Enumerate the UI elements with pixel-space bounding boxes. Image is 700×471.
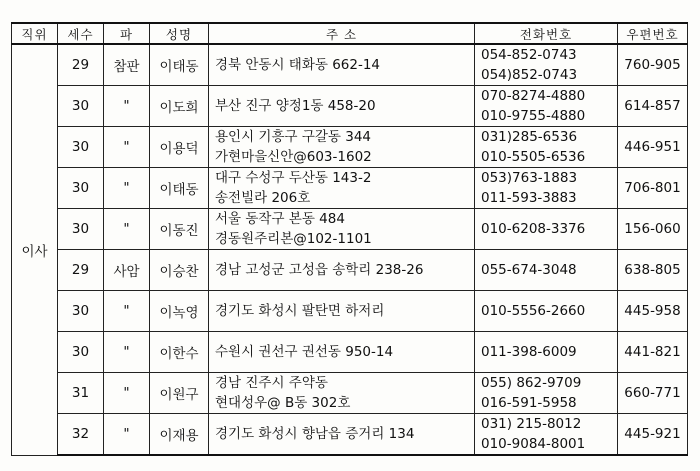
table-row (12, 127, 688, 168)
address-cell (209, 86, 475, 127)
table-row (12, 291, 688, 332)
table-row (12, 44, 688, 86)
name-cell: 이한수 (150, 332, 209, 373)
phone-cell (475, 250, 618, 291)
name-cell: 이녹영 (150, 291, 209, 332)
generation-cell: 29 (58, 44, 104, 86)
phone-number: 031) 215-8012 (481, 416, 582, 432)
phone-number: 010-9084-8001 (481, 436, 586, 452)
phone-number: 011-593-3883 (481, 190, 577, 206)
branch-cell: " (104, 168, 150, 209)
generation-cell: 30 (58, 332, 104, 373)
branch-cell: " (104, 127, 150, 168)
table-row (12, 332, 688, 373)
postal-cell: 760-905 (618, 44, 688, 86)
address-cell (209, 168, 475, 209)
address-line: 수원시 권선구 권선동 950-14 (215, 344, 394, 360)
phone-cell (475, 209, 618, 250)
phone-number: 010-9755-4880 (481, 108, 586, 124)
member-table (11, 22, 688, 456)
address-cell (209, 414, 475, 456)
phone-cell (475, 127, 618, 168)
address-cell (209, 332, 475, 373)
address-line: 서울 동작구 본동 484 (215, 211, 345, 227)
branch-cell: 참판 (104, 44, 150, 86)
phone-cell (475, 414, 618, 456)
name-cell: 이재용 (150, 414, 209, 456)
table-row (12, 250, 688, 291)
generation-cell: 29 (58, 250, 104, 291)
phone-cell (475, 373, 618, 414)
header-branch: 파 (104, 23, 150, 44)
table-row (12, 373, 688, 414)
postal-cell: 156-060 (618, 209, 688, 250)
postal-cell: 614-857 (618, 86, 688, 127)
address-line: 송전빌라 206호 (215, 190, 311, 206)
phone-number: 031)285-6536 (481, 129, 578, 145)
phone-number: 010-6208-3376 (481, 221, 586, 237)
branch-cell: 사암 (104, 250, 150, 291)
address-line: 대구 수성구 두산동 143-2 (215, 170, 372, 186)
phone-number: 054)852-0743 (481, 67, 578, 83)
branch-cell: " (104, 373, 150, 414)
branch-cell: " (104, 414, 150, 456)
phone-number: 054-852-0743 (481, 47, 577, 63)
phone-cell (475, 291, 618, 332)
phone-cell (475, 44, 618, 86)
header-generation: 세수 (58, 23, 104, 44)
table-row (12, 414, 688, 456)
table-row (12, 168, 688, 209)
generation-cell: 30 (58, 127, 104, 168)
generation-cell: 30 (58, 291, 104, 332)
address-line: 부산 진구 양정1동 458-20 (215, 98, 376, 114)
name-cell: 이동진 (150, 209, 209, 250)
address-cell (209, 44, 475, 86)
phone-cell (475, 168, 618, 209)
header-row (12, 23, 688, 44)
header-postal: 우편번호 (618, 23, 688, 44)
address-line: 경동원주리본@102-1101 (215, 231, 372, 247)
address-cell (209, 209, 475, 250)
address-line: 현대성우@ B동 302호 (215, 395, 351, 411)
address-line: 경남 진주시 주약동 (215, 375, 328, 391)
name-cell: 이승찬 (150, 250, 209, 291)
postal-cell: 660-771 (618, 373, 688, 414)
phone-number: 053)763-1883 (481, 170, 578, 186)
address-cell (209, 250, 475, 291)
generation-cell: 32 (58, 414, 104, 456)
phone-number: 055) 862-9709 (481, 375, 582, 391)
header-phone: 전화번호 (475, 23, 618, 44)
phone-cell (475, 332, 618, 373)
phone-number: 070-8274-4880 (481, 88, 586, 104)
phone-cell (475, 86, 618, 127)
address-line: 가현마을신안@603-1602 (215, 149, 372, 165)
address-line: 경기도 화성시 팔탄면 하저리 (215, 303, 385, 319)
generation-cell: 30 (58, 209, 104, 250)
branch-cell: " (104, 332, 150, 373)
branch-cell: " (104, 291, 150, 332)
postal-cell: 445-958 (618, 291, 688, 332)
address-cell (209, 291, 475, 332)
generation-cell: 30 (58, 86, 104, 127)
address-line: 경기도 화성시 향남읍 증거리 134 (215, 426, 415, 442)
address-cell (209, 127, 475, 168)
postal-cell: 706-801 (618, 168, 688, 209)
address-cell (209, 373, 475, 414)
name-cell: 이태동 (150, 44, 209, 86)
header-address: 주 소 (209, 23, 475, 44)
header-position: 직위 (12, 23, 58, 44)
name-cell: 이용덕 (150, 127, 209, 168)
position-cell: 이사 (12, 44, 58, 455)
branch-cell: " (104, 209, 150, 250)
generation-cell: 30 (58, 168, 104, 209)
address-line: 경남 고성군 고성읍 송학리 238-26 (215, 262, 424, 278)
postal-cell: 446-951 (618, 127, 688, 168)
phone-number: 011-398-6009 (481, 344, 577, 360)
address-line: 경북 안동시 태화동 662-14 (215, 57, 381, 73)
postal-cell: 638-805 (618, 250, 688, 291)
branch-cell: " (104, 86, 150, 127)
table-row (12, 86, 688, 127)
postal-cell: 441-821 (618, 332, 688, 373)
name-cell: 이도희 (150, 86, 209, 127)
generation-cell: 31 (58, 373, 104, 414)
phone-number: 055-674-3048 (481, 262, 577, 278)
address-line: 용인시 기흥구 구갈동 344 (215, 129, 372, 145)
phone-number: 016-591-5958 (481, 395, 577, 411)
name-cell: 이태동 (150, 168, 209, 209)
header-name: 성명 (150, 23, 209, 44)
name-cell: 이원구 (150, 373, 209, 414)
phone-number: 010-5556-2660 (481, 303, 586, 319)
table-row (12, 209, 688, 250)
phone-number: 010-5505-6536 (481, 149, 586, 165)
postal-cell: 445-921 (618, 414, 688, 456)
